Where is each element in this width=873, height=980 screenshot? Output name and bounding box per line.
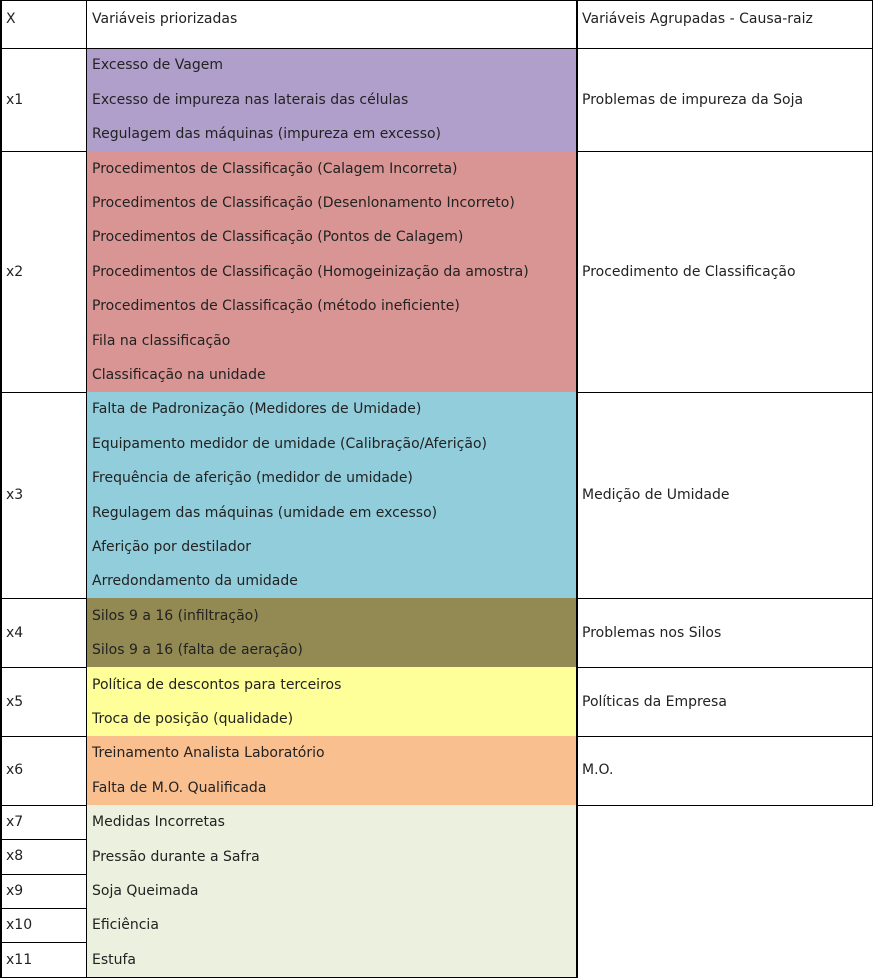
root-cause: Medição de Umidade <box>582 487 730 504</box>
table-top-border <box>0 0 873 1</box>
prioritized-variable: Excesso de Vagem <box>86 48 576 83</box>
x-label: x5 <box>6 693 24 710</box>
prioritized-variable: Procedimentos de Classificação (Pontos de Calagem) <box>86 220 576 255</box>
header-x: X <box>6 11 16 27</box>
x-label: x4 <box>6 624 24 641</box>
prioritized-variable: Eficiência <box>86 908 576 943</box>
prioritized-variable: Estufa <box>86 942 576 977</box>
prioritized-variable: Falta de Padronização (Medidores de Umidade) <box>86 392 576 427</box>
prioritized-variable: Regulagem das máquinas (umidade em excesso) <box>86 495 576 530</box>
x-label: x2 <box>6 263 24 280</box>
prioritized-variable: Soja Queimada <box>86 874 576 909</box>
prioritized-variable: Falta de M.O. Qualificada <box>86 770 576 805</box>
prioritized-variable: Silos 9 a 16 (infiltração) <box>86 598 576 633</box>
prioritized-variable: Política de descontos para terceiros <box>86 667 576 702</box>
header-prioritized-variables: Variáveis priorizadas <box>92 11 238 27</box>
root-cause: Problemas nos Silos <box>582 624 722 641</box>
prioritized-variable: Troca de posição (qualidade) <box>86 702 576 737</box>
prioritized-variable: Classificação na unidade <box>86 358 576 393</box>
prioritized-variable: Aferição por destilador <box>86 530 576 565</box>
prioritized-variable: Procedimentos de Classificação (Homogeinização da amostra) <box>86 254 576 289</box>
prioritized-variable: Pressão durante a Safra <box>86 839 576 874</box>
prioritized-variable: Medidas Incorretas <box>86 805 576 840</box>
x-label: x9 <box>6 882 24 899</box>
x-label: x1 <box>6 91 24 108</box>
x-label: x11 <box>6 951 33 968</box>
root-cause: Procedimento de Classificação <box>582 263 796 280</box>
root-cause: M.O. <box>582 762 614 779</box>
prioritized-variable: Regulagem das máquinas (impureza em excesso) <box>86 117 576 152</box>
x-label: x6 <box>6 762 24 779</box>
prioritized-variable: Procedimentos de Classificação (Desenlonamento Incorreto) <box>86 186 576 221</box>
root-cause: Problemas de impureza da Soja <box>582 91 804 108</box>
header-grouped-variables: Variáveis Agrupadas - Causa-raiz <box>582 11 813 27</box>
prioritized-variable: Procedimentos de Classificação (método ineficiente) <box>86 289 576 324</box>
prioritized-variable: Silos 9 a 16 (falta de aeração) <box>86 633 576 668</box>
x-label: x7 <box>6 813 24 830</box>
table-left-border <box>0 0 2 978</box>
prioritized-variable: Frequência de aferição (medidor de umidade) <box>86 461 576 496</box>
header-bottom-border <box>0 48 873 49</box>
x-label: x8 <box>6 848 24 865</box>
prioritized-variable: Fila na classificação <box>86 323 576 358</box>
prioritized-variable: Treinamento Analista Laboratório <box>86 736 576 771</box>
root-cause: Políticas da Empresa <box>582 693 727 710</box>
x-label: x10 <box>6 917 33 934</box>
prioritized-variable: Equipamento medidor de umidade (Calibração/Aferição) <box>86 426 576 461</box>
prioritized-variable: Procedimentos de Classificação (Calagem Incorreta) <box>86 151 576 186</box>
prioritized-variable: Excesso de impureza nas laterais das células <box>86 82 576 117</box>
prioritized-variable: Arredondamento da umidade <box>86 564 576 599</box>
x-label: x3 <box>6 487 24 504</box>
column-divider <box>86 0 87 978</box>
column-divider <box>576 0 578 978</box>
